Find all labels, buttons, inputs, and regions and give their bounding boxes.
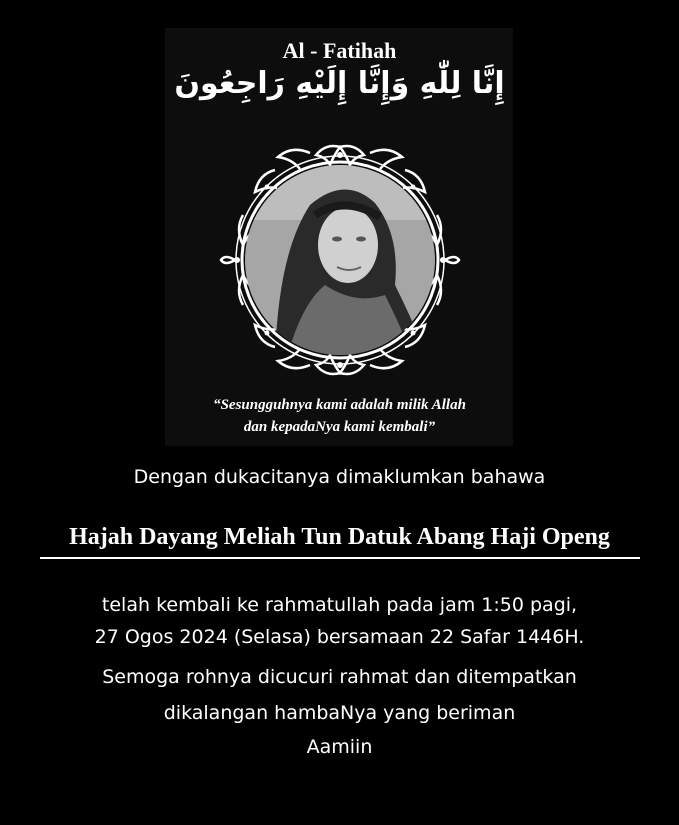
announcement-line-1: telah kembali ke rahmatullah pada jam 1:50 pagi, xyxy=(101,594,578,616)
name-underline xyxy=(40,557,640,559)
announcement-line-3: Semoga rohnya dicucuri rahmat dan ditempatkan xyxy=(102,666,577,688)
quote-line-1: “Sesungguhnya kami adalah milik Allah xyxy=(213,397,466,413)
announcement-line-5: Aamiin xyxy=(306,736,373,758)
deceased-name: Hajah Dayang Meliah Tun Datuk Abang Haji Openg xyxy=(69,524,610,550)
announcement-line-4: dikalangan hambaNya yang beriman xyxy=(163,702,516,724)
arabic-verse: إِنَّا لِلّٰهِ وَإِنَّا إِلَيْهِ رَاجِعُونَ xyxy=(174,66,505,101)
ornate-frame-portrait xyxy=(215,135,465,380)
page-title: Al - Fatihah xyxy=(282,38,397,63)
announcement-line-2: 27 Ogos 2024 (Selasa) bersamaan 22 Safar 1446H. xyxy=(94,626,585,648)
quote-line-2: dan kepadaNya kami kembali” xyxy=(243,419,436,435)
announcement-intro: Dengan dukacitanya dimaklumkan bahawa xyxy=(133,466,546,488)
